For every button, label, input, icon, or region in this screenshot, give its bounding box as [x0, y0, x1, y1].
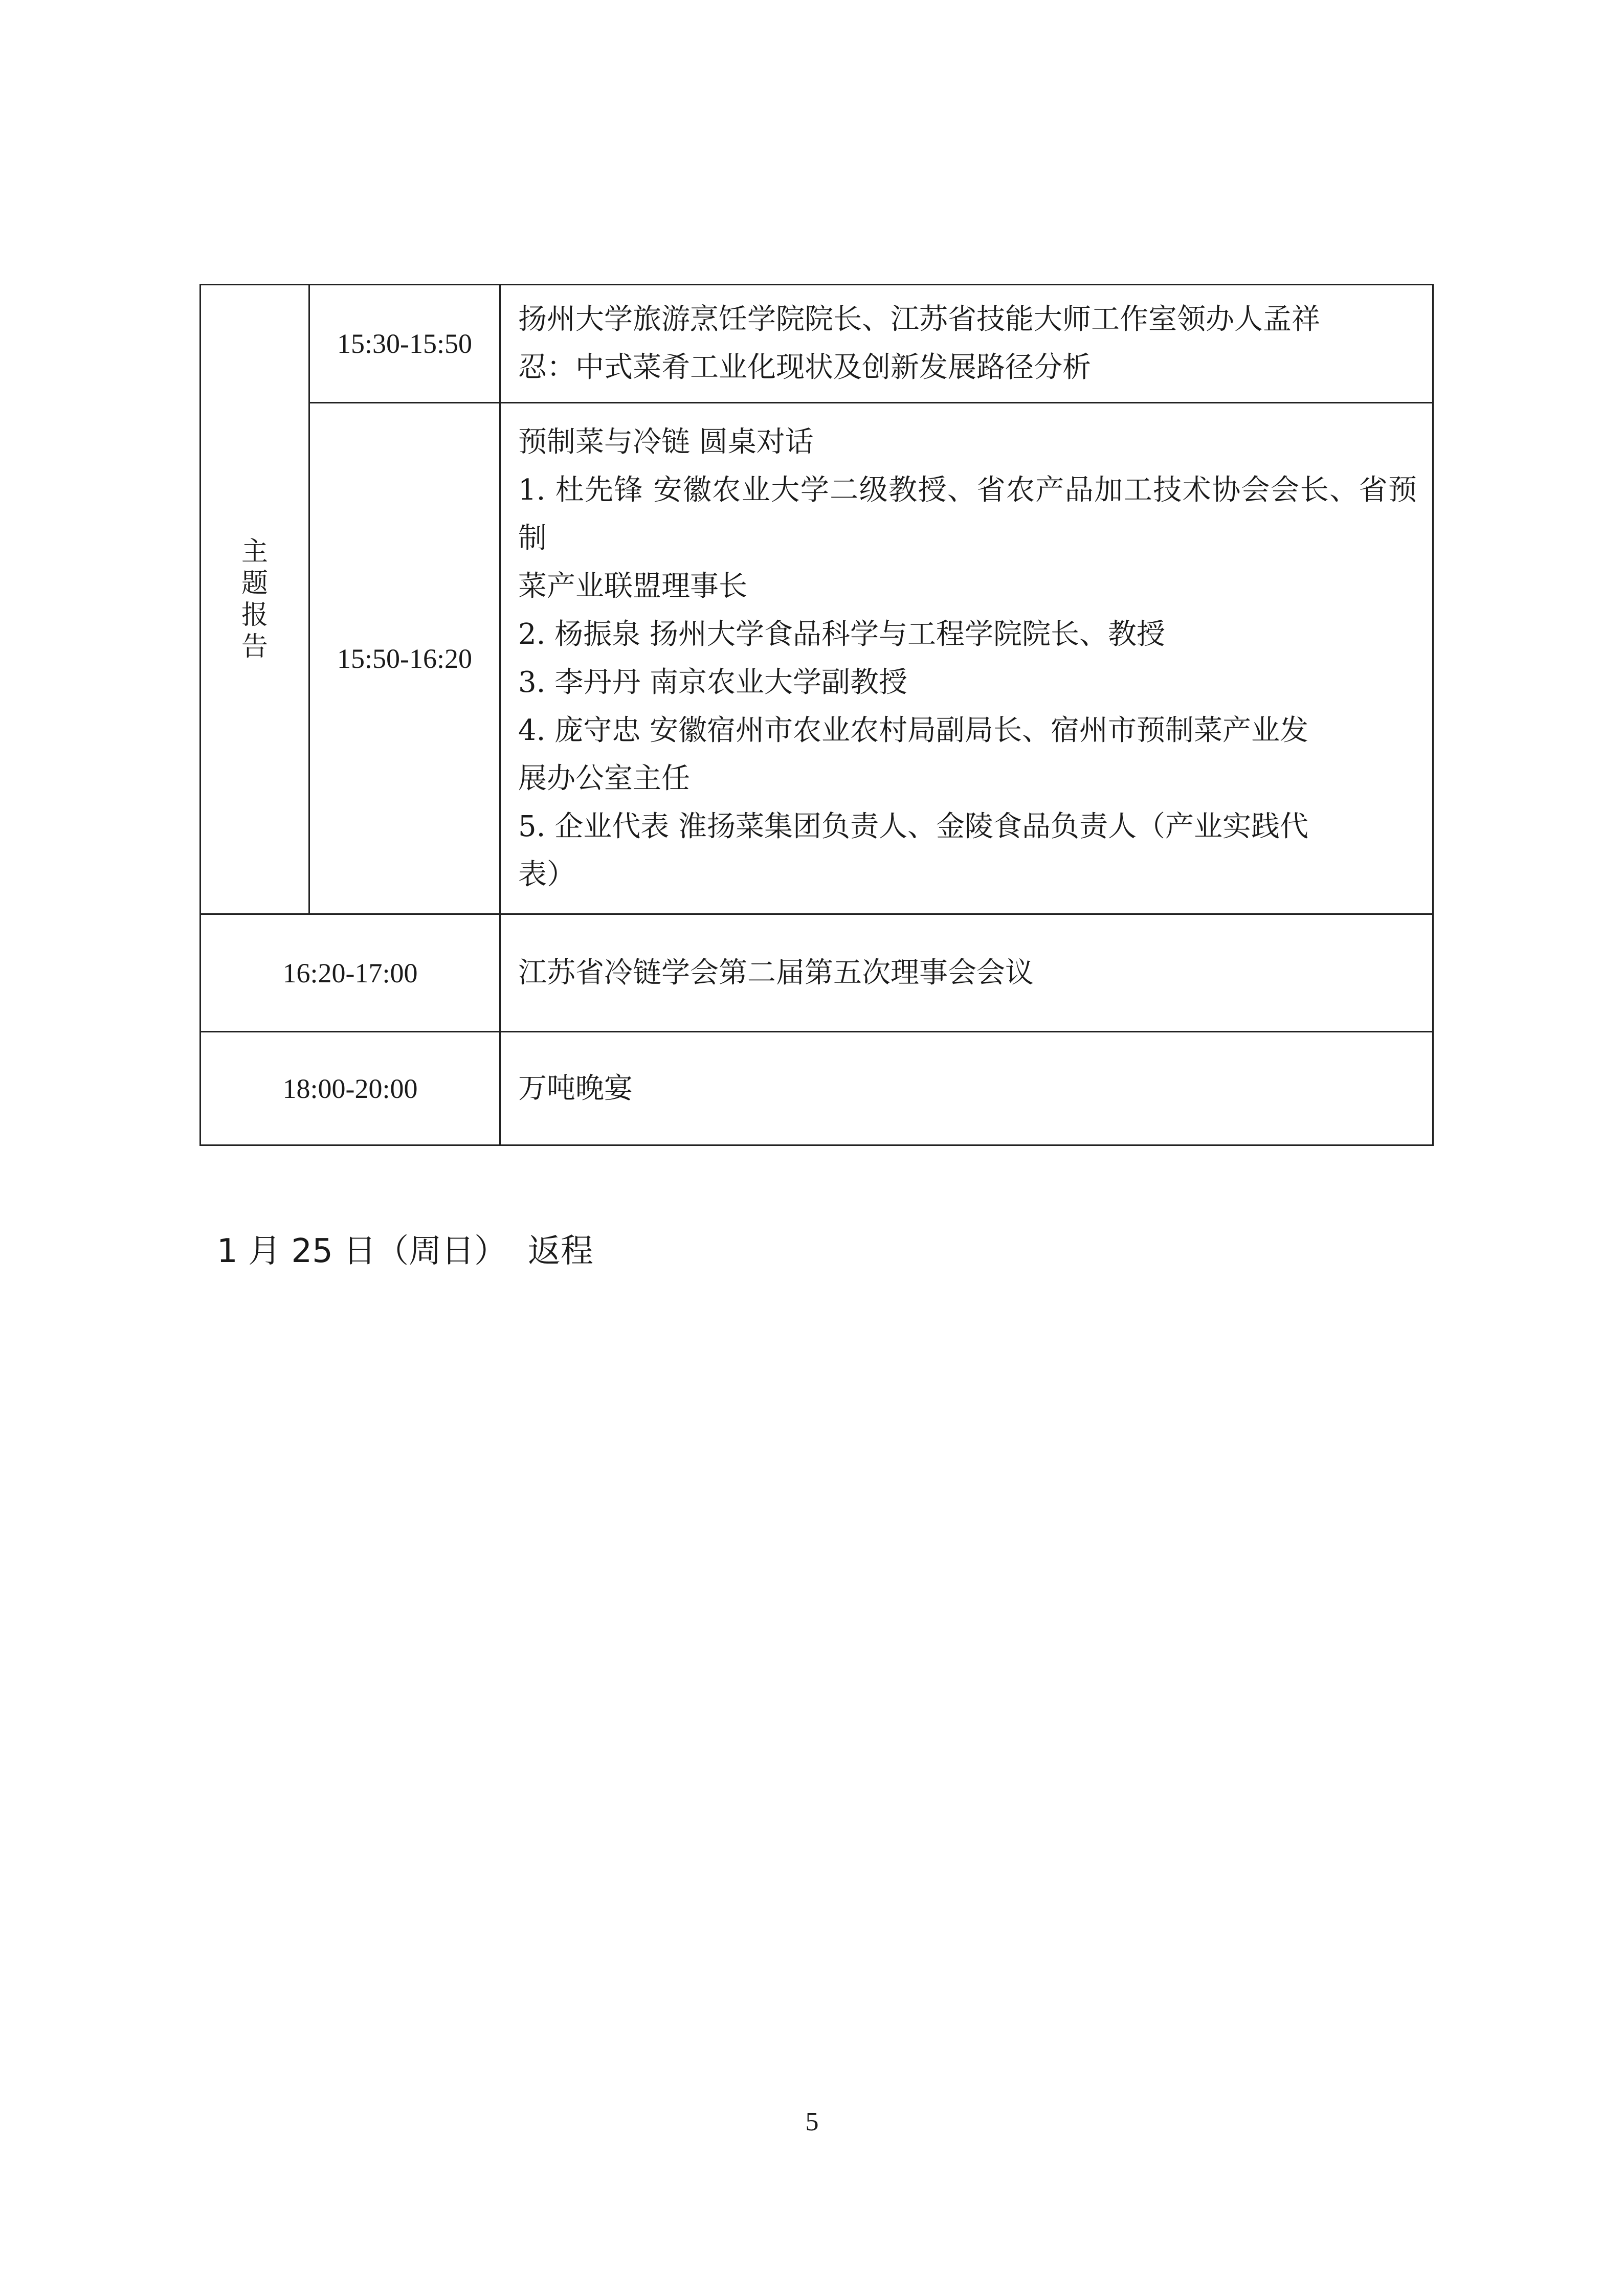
section-label: 主题报告 — [241, 536, 268, 662]
schedule-table — [199, 284, 1434, 1146]
content-cell — [500, 914, 1433, 1032]
content-line: 忍：中式菜肴工业化现状及创新发展路径分析 — [518, 351, 1091, 384]
content-line: 万吨晚宴 — [518, 1071, 633, 1105]
content-line: 表） — [518, 858, 575, 891]
content-line: 扬州大学旅游烹饪学院院长、江苏省技能大师工作室领办人孟祥 — [518, 303, 1320, 336]
time-cell: 18:00-20:00 — [201, 1032, 500, 1145]
content-cell — [500, 285, 1433, 403]
table-row — [201, 1032, 1433, 1145]
time-cell: 15:30-15:50 — [309, 285, 500, 403]
content-line: 菜产业联盟理事长 — [518, 569, 747, 603]
section-cell — [201, 285, 309, 914]
table-row — [201, 403, 1433, 914]
content-cell — [500, 1032, 1433, 1145]
content-line: 1. 杜先锋 安徽农业大学二级教授、省农产品加工技术协会会长、省预制 — [518, 473, 1417, 555]
table-row — [201, 914, 1433, 1032]
content-line: 4. 庞守忠 安徽宿州市农业农村局副局长、宿州市预制菜产业发 — [518, 713, 1309, 747]
time-cell: 15:50-16:20 — [309, 403, 500, 914]
content-line: 展办公室主任 — [518, 761, 690, 795]
page-number: 5 — [805, 2107, 819, 2136]
return-day-heading: 1 月 25 日（周日） 返程 — [217, 1232, 593, 1270]
content-line: 5. 企业代表 淮扬菜集团负责人、金陵食品负责人（产业实践代 — [518, 809, 1309, 843]
content-cell — [500, 403, 1433, 914]
time-cell: 16:20-17:00 — [201, 914, 500, 1032]
content-line: 江苏省冷链学会第二届第五次理事会会议 — [518, 956, 1034, 989]
content-line: 预制菜与冷链 圆桌对话 — [518, 425, 814, 459]
table-row — [201, 285, 1433, 403]
content-line: 3. 李丹丹 南京农业大学副教授 — [518, 665, 908, 699]
content-line: 2. 杨振泉 扬州大学食品科学与工程学院院长、教授 — [518, 617, 1166, 651]
